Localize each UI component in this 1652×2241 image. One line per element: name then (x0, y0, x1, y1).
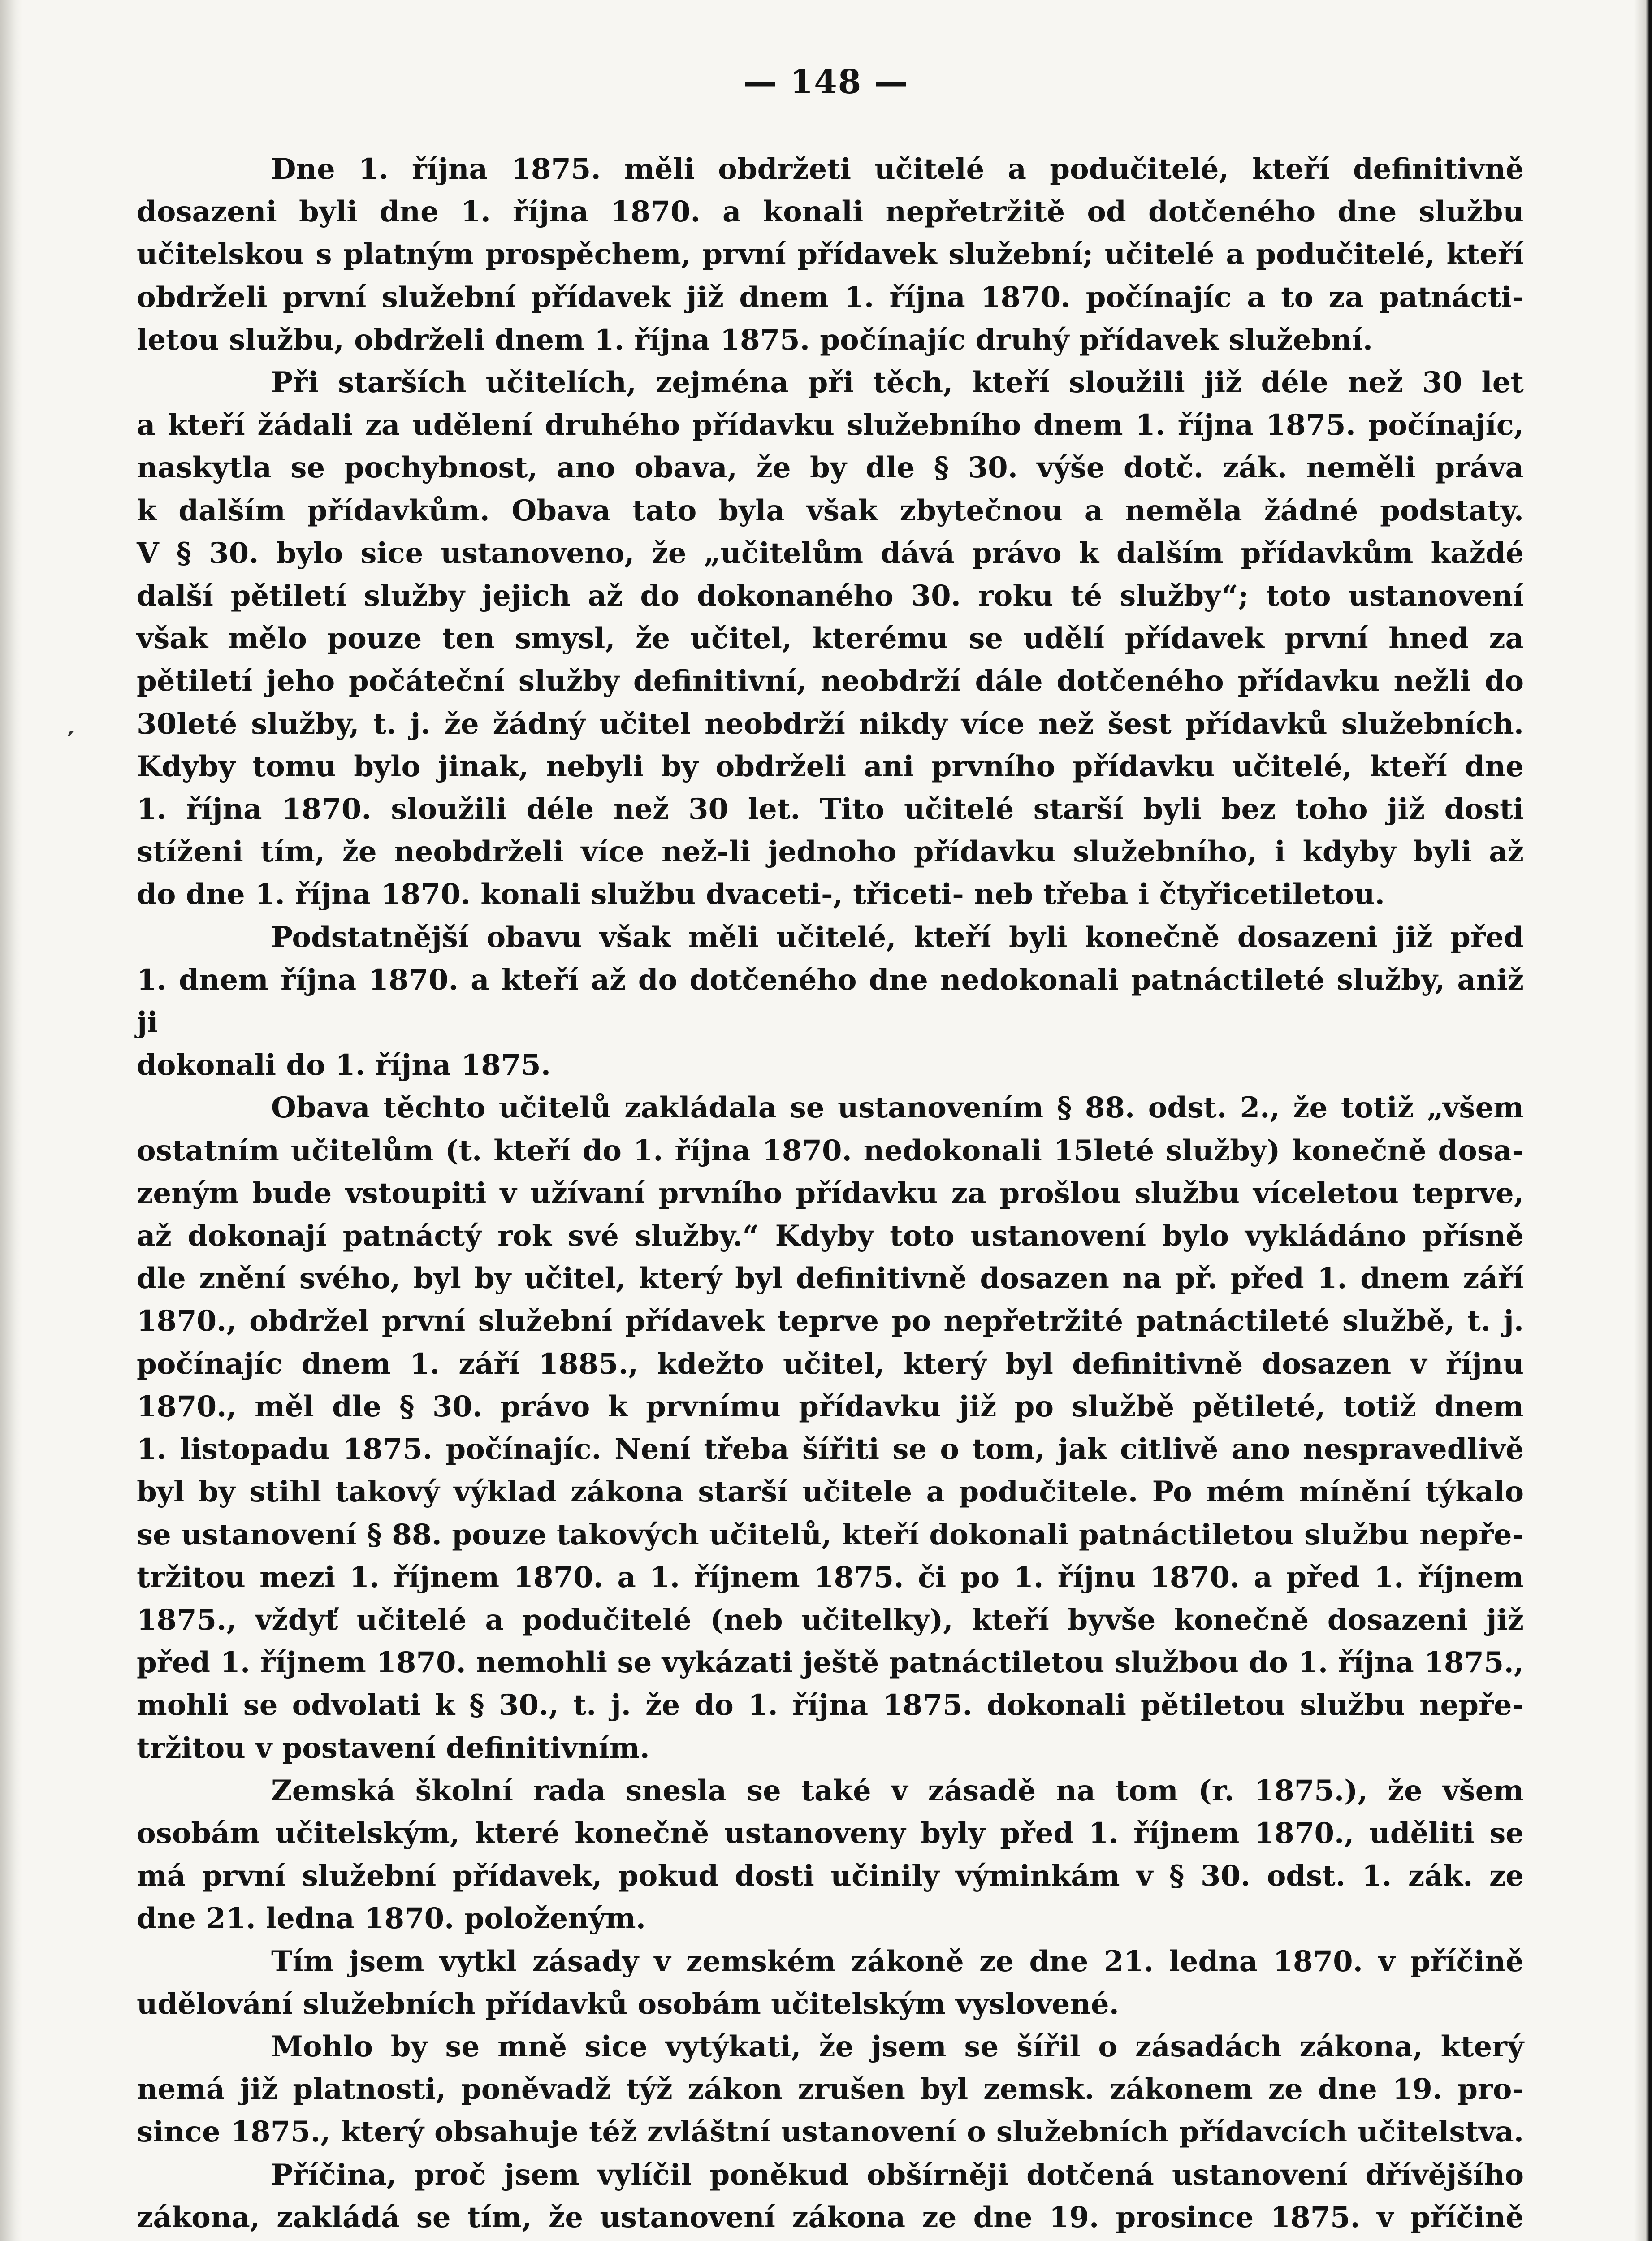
text-line: since 1875., který obsahuje též zvláštní ustanovení o služebních přídavcích učitelstva. (137, 2115, 1524, 2149)
text-line: 1. října 1870. sloužili déle než 30 let. Tito učitelé starší byli bez toho již dosti (137, 792, 1524, 826)
text-line: Obava těchto učitelů zakládala se ustanovením § 88. odst. 2., že totiž „všem (271, 1091, 1524, 1125)
text-line: 1875., vždyť učitelé a podučitelé (neb učitelky), kteří byvše konečně dosazeni již (137, 1603, 1524, 1637)
text-line: Při starších učitelích, zejména při těch, kteří sloužili již déle než 30 let (271, 366, 1524, 400)
text-line: se ustanovení § 88. pouze takových učitelů, kteří dokonali patnáctiletou službu nepře- (137, 1518, 1524, 1552)
text-line: Podstatnější obavu však měli učitelé, kteří byli konečně dosazeni již před (271, 920, 1524, 954)
text-line: stíženi tím, že neobdrželi více než-li jednoho přídavku služebního, i kdyby byli až (137, 835, 1524, 869)
text-line: obdrželi první služební přídavek již dnem 1. října 1870. počínajíc a to za patnácti- (137, 280, 1524, 314)
text-line: 1870., měl dle § 30. právo k prvnímu přídavku již po službě pětileté, totiž dnem (137, 1389, 1524, 1423)
text-line: dosazeni byli dne 1. října 1870. a konali nepřetržitě od dotčeného dne službu (137, 195, 1524, 229)
scan-shadow-left (0, 0, 22, 2241)
text-line: udělování služebních přídavků osobám učitelským vyslovené. (137, 1987, 1119, 2021)
text-line: Zemská školní rada snesla se také v zásadě na tom (r. 1875.), že všem (271, 1774, 1524, 1808)
text-line: dne 21. ledna 1870. položeným. (137, 1902, 646, 1936)
text-line: Tím jsem vytkl zásady v zemském zákoně ze dne 21. ledna 1870. v příčině (271, 1944, 1524, 1978)
text-line: počínajíc dnem 1. září 1885., kdežto učitel, který byl definitivně dosazen v říjnu (137, 1347, 1524, 1381)
text-line: zeným bude vstoupiti v užívaní prvního přídavku za prošlou službu víceletou teprve, (137, 1176, 1524, 1210)
text-line: tržitou v postavení definitivním. (137, 1731, 650, 1765)
text-line: 1. dnem října 1870. a kteří až do dotčeného dne nedokonali patnáctileté služby, aniž ji (137, 963, 1524, 1040)
text-line: další pětiletí služby jejich až do dokonaného 30. roku té služby“; toto ustanovení (137, 579, 1524, 613)
text-line: do dne 1. října 1870. konali službu dvaceti-, třiceti- neb třeba i čtyřicetiletou. (137, 878, 1385, 912)
text-line: Příčina, proč jsem vylíčil poněkud obšírněji dotčená ustanovení dřívějšího (271, 2158, 1524, 2192)
scan-shadow-right (1634, 0, 1652, 2241)
text-line: V § 30. bylo sice ustanoveno, že „učitelům dává právo k dalším přídavkům každé (137, 536, 1524, 570)
text-line: má první služební přídavek, pokud dosti učinily výminkám v § 30. odst. 1. zák. ze (137, 1859, 1524, 1893)
text-line: Dne 1. října 1875. měli obdržeti učitelé a podučitelé, kteří definitivně (271, 152, 1524, 186)
text-line: naskytla se pochybnost, ano obava, že by dle § 30. výše dotč. zák. neměli práva (137, 451, 1524, 485)
text-line: letou službu, obdrželi dnem 1. října 1875. počínajíc druhý přídavek služební. (137, 323, 1373, 357)
text-line: Kdyby tomu bylo jinak, nebyli by obdrželi ani prvního přídavku učitelé, kteří dne (137, 749, 1524, 783)
margin-mark: ′ (67, 726, 74, 757)
text-line: 1870., obdržel první služební přídavek teprve po nepřetržité patnáctileté službě, t. j. (137, 1304, 1524, 1338)
text-line: dokonali do 1. října 1875. (137, 1048, 551, 1082)
text-line: učitelskou s platným prospěchem, první přídavek služební; učitelé a podučitelé, kteří (137, 238, 1524, 272)
page-number: — 148 — (744, 63, 908, 101)
text-line: byl by stihl takový výklad zákona starší učitele a podučitele. Po mém mínění týkalo (137, 1475, 1524, 1509)
text-line: nemá již platnosti, poněvadž týž zákon zrušen byl zemsk. zákonem ze dne 19. pro- (137, 2072, 1524, 2107)
text-line: k dalším přídavkům. Obava tato byla však zbytečnou a neměla žádné podstaty. (137, 493, 1524, 528)
text-line: zákona, zakládá se tím, že ustanovení zákona ze dne 19. prosince 1875. v příčině (137, 2200, 1524, 2234)
text-line: Mohlo by se mně sice vytýkati, že jsem se šířil o zásadách zákona, který (271, 2029, 1524, 2064)
text-line: a kteří žádali za udělení druhého přídavku služebního dnem 1. října 1875. počínajíc, (137, 408, 1524, 442)
text-line: ostatním učitelům (t. kteří do 1. října 1870. nedokonali 15leté služby) konečně dosa- (137, 1133, 1524, 1168)
text-line: až dokonají patnáctý rok své služby.“ Kdyby toto ustanovení bylo vykládáno přísně (137, 1219, 1524, 1253)
text-line: tržitou mezi 1. říjnem 1870. a 1. říjnem 1875. či po 1. říjnu 1870. a před 1. říjnem (137, 1560, 1524, 1594)
text-line: osobám učitelským, které konečně ustanoveny byly před 1. říjnem 1870., uděliti se (137, 1816, 1524, 1850)
text-line: před 1. říjnem 1870. nemohli se vykázati ještě patnáctiletou službou do 1. října 1875., (137, 1646, 1524, 1680)
text-line: pětiletí jeho počáteční služby definitivní, neobdrží dále dotčeného přídavku nežli do (137, 664, 1524, 698)
text-line: 30leté služby, t. j. že žádný učitel neobdrží nikdy více než šest přídavků služebních. (137, 707, 1524, 741)
text-line: 1. listopadu 1875. počínajíc. Není třeba šířiti se o tom, jak citlivě ano nespravedlivě (137, 1432, 1524, 1467)
text-line: dle znění svého, byl by učitel, který byl definitivně dosazen na př. před 1. dnem září (137, 1262, 1524, 1296)
body-text (137, 148, 1524, 2239)
text-line: však mělo pouze ten smysl, že učitel, kterému se udělí přídavek první hned za (137, 622, 1524, 656)
text-line: mohli se odvolati k § 30., t. j. že do 1. října 1875. dokonali pětiletou službu nepře- (137, 1688, 1524, 1722)
